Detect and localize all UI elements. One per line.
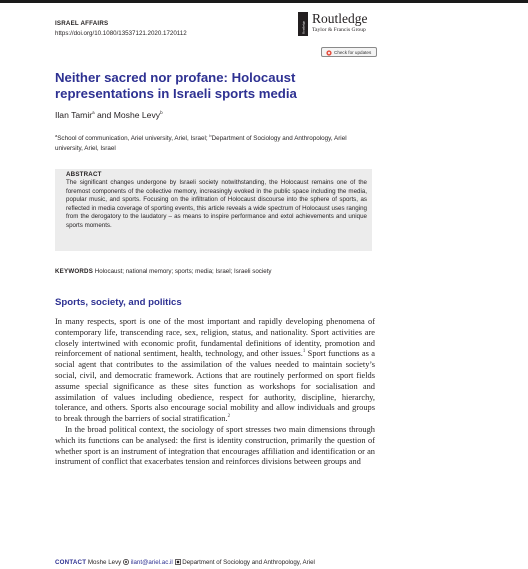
author-2-affil-mark: b bbox=[160, 110, 163, 116]
logo-spine-text: Routledge bbox=[301, 20, 306, 34]
email-icon bbox=[123, 559, 129, 565]
routledge-logo-mark-icon bbox=[298, 12, 308, 36]
affiliations bbox=[55, 131, 365, 154]
contact-line bbox=[55, 559, 385, 566]
contact-label: CONTACT bbox=[55, 559, 87, 566]
section-heading: Sports, society, and politics bbox=[55, 297, 182, 308]
check-for-updates-label: Check for updates bbox=[334, 50, 372, 55]
publisher-name: Routledge bbox=[312, 11, 368, 26]
keywords-text: Holocaust; national memory; sports; media; Israel; Israeli society bbox=[93, 268, 272, 275]
author-1-affil-mark: a bbox=[92, 110, 95, 116]
doi-link[interactable]: https://doi.org/10.1080/13537121.2020.1720112 bbox=[55, 30, 187, 37]
affil-b: Department of Sociology and Anthropology, Ariel university, Ariel, Israel bbox=[55, 135, 347, 152]
footnote-ref-1[interactable]: 1 bbox=[302, 349, 306, 355]
body-text bbox=[55, 317, 375, 468]
paragraph-1-part-a: In many respects, sport is one of the most important and rapidly developing phenomena of contemporary life, transcending race, sex, religion, status, and nationality. Sport activities are closely intertwined with economic profit, fundamental definitions of identity, promotion and reinforcement of national sentiment, health, technology, and other issues. bbox=[55, 317, 375, 359]
keywords-line bbox=[55, 268, 375, 275]
contact-department: Department of Sociology and Anthropology, Ariel bbox=[180, 559, 315, 566]
contact-email[interactable]: ilant@ariel.ac.il bbox=[130, 559, 173, 566]
check-updates-icon bbox=[326, 50, 332, 56]
abstract-heading: ABSTRACT bbox=[66, 171, 102, 178]
author-1[interactable]: Ilan Tamir bbox=[55, 110, 93, 120]
journal-name: ISRAEL AFFAIRS bbox=[55, 20, 109, 27]
article-page bbox=[0, 3, 528, 569]
contact-name: Moshe Levy bbox=[86, 559, 123, 566]
abstract-box bbox=[55, 169, 372, 251]
paragraph-1 bbox=[55, 317, 375, 425]
authors-line bbox=[55, 110, 163, 120]
paragraph-2: In the broad political context, the sociology of sport stresses two main dimensions through which its functions can be analysed: the first is identity construction, primarily the question of whether sport is an instrument of integration that encourages affiliation and identification or an instrument of conflict that exacerbates tension and reinforces divisions between groups and bbox=[55, 424, 375, 467]
keywords-label: KEYWORDS bbox=[55, 268, 94, 275]
footnote-ref-2[interactable]: 2 bbox=[227, 414, 230, 420]
paragraph-1-part-b: Sport functions as a social agent that contributes to the assimilation of the values needed to maintain society’s social, civil, and democratic framework. Actions that are routinely performed on sport fields assume special significance as these sites function as workshops for socialisation and assimilation of values including obedience, respect for authority, discipline, hierarchy, tolerance, and others. Sports also encourage social mobility and allow individuals and groups to break through the barriers of social stratification. bbox=[55, 349, 375, 424]
article-title: Neither sacred nor profane: Holocaust representations in Israeli sports media bbox=[55, 70, 297, 101]
affil-a-mark: a bbox=[55, 133, 58, 138]
check-for-updates-button[interactable] bbox=[321, 47, 377, 57]
publisher-group: Taylor & Francis Group bbox=[312, 27, 366, 33]
author-2[interactable]: and Moshe Levy bbox=[94, 110, 161, 120]
publisher-logo bbox=[298, 12, 388, 38]
affil-b-mark: b bbox=[209, 133, 212, 138]
affil-a: School of communication, Ariel university, Ariel, Israel; bbox=[57, 135, 210, 143]
abstract-text: The significant changes undergone by Israeli society notwithstanding, the Holocaust remains one of the foremost components of the collective memory, increasingly evoked in the public space including the media, popular music, and sports. Focusing on the infiltration of Holocaust discourse into the sphere of sports, as reflected in media coverage of sporting events, this article reveals a wide spectrum of Holocaust uses ranging from the derogatory to the laudatory – as means to inspire performance and extol achievements and unique sports moments. bbox=[66, 179, 367, 229]
